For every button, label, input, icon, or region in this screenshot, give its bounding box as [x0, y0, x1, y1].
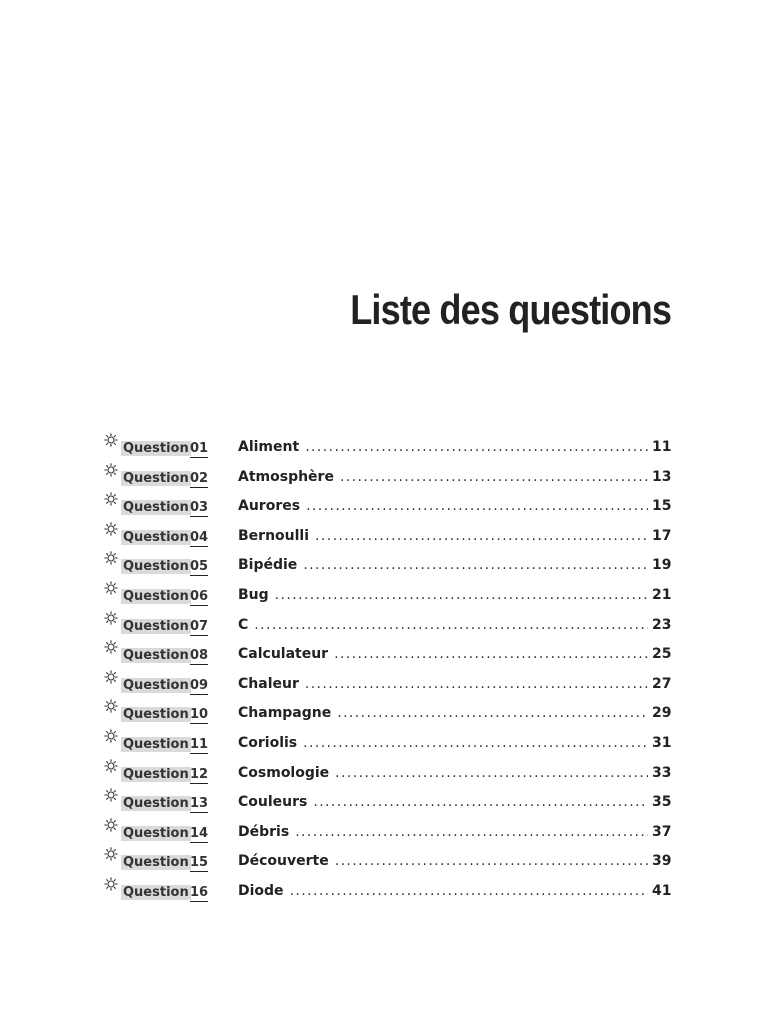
- dot-leader: [275, 586, 648, 604]
- topic-name: Bug: [238, 586, 269, 603]
- question-label: Question: [123, 677, 189, 693]
- dot-leader: [254, 616, 648, 634]
- question-number: 14: [190, 825, 209, 841]
- topic-line: [238, 616, 670, 634]
- dot-leader: [305, 438, 648, 456]
- topic-line: [238, 823, 670, 841]
- page-number: 25: [652, 646, 672, 663]
- topic-line: [238, 438, 670, 456]
- dot-leader: [305, 675, 648, 693]
- toc-entry-13[interactable]: [104, 788, 670, 818]
- topic-name: Débris: [238, 823, 290, 840]
- dot-leader: [340, 468, 648, 486]
- sun-icon: [104, 492, 118, 506]
- question-label: Question: [123, 825, 189, 841]
- page-number: 17: [652, 527, 672, 544]
- sun-icon: [104, 699, 118, 713]
- page-number: 41: [652, 882, 672, 899]
- topic-line: [238, 882, 670, 900]
- question-number: 06: [190, 588, 209, 604]
- sun-icon: [104, 788, 118, 802]
- sun-icon: [104, 670, 118, 684]
- topic-name: C: [238, 616, 249, 633]
- topic-line: [238, 764, 670, 782]
- page-number: 19: [652, 557, 672, 574]
- question-number: 08: [190, 648, 209, 664]
- question-label: Question: [123, 441, 189, 456]
- topic-name: Atmosphère: [238, 468, 334, 485]
- sun-icon: [104, 611, 118, 625]
- sun-icon: [104, 522, 118, 536]
- toc-entry-09[interactable]: [104, 670, 670, 700]
- toc-entry-12[interactable]: [104, 759, 670, 789]
- question-label: Question: [123, 736, 189, 752]
- topic-name: Calculateur: [238, 646, 329, 663]
- topic-name: Chaleur: [238, 675, 299, 692]
- toc-entry-07[interactable]: [104, 611, 670, 641]
- dot-leader: [334, 645, 648, 663]
- question-label: Question: [123, 648, 189, 664]
- sun-icon: [104, 640, 118, 654]
- sun-icon: [104, 847, 118, 861]
- question-label: Question: [123, 884, 189, 900]
- page-number: 11: [652, 439, 672, 455]
- toc-entry-16[interactable]: [104, 877, 670, 907]
- page-number: 29: [652, 705, 672, 722]
- toc-entry-11[interactable]: [104, 729, 670, 759]
- question-number: 07: [190, 618, 209, 634]
- page-number: 33: [652, 764, 672, 781]
- question-label: Question: [123, 855, 189, 871]
- topic-name: Aurores: [238, 498, 301, 515]
- page-title: Liste des questions: [350, 286, 671, 333]
- topic-line: [238, 704, 670, 722]
- question-number: 02: [190, 470, 209, 486]
- topic-line: [238, 734, 670, 752]
- dot-leader: [313, 793, 648, 811]
- dot-leader: [290, 882, 648, 900]
- page-number: 27: [652, 675, 672, 692]
- sun-icon: [104, 759, 118, 773]
- dot-leader: [306, 497, 648, 515]
- page-number: 35: [652, 794, 672, 811]
- sun-icon: [104, 463, 118, 477]
- topic-line: [238, 645, 670, 663]
- question-number: 04: [190, 529, 209, 545]
- topic-line: [238, 793, 670, 811]
- sun-icon: [104, 551, 118, 565]
- question-number: 05: [190, 559, 209, 575]
- question-number: 12: [190, 766, 209, 782]
- topic-name: Cosmologie: [238, 764, 330, 781]
- topic-line: [238, 556, 670, 574]
- question-number: 13: [190, 796, 209, 812]
- toc-entry-10[interactable]: [104, 699, 670, 729]
- sun-icon: [104, 877, 118, 891]
- toc-entry-01[interactable]: [104, 433, 670, 463]
- topic-name: Découverte: [238, 853, 329, 870]
- toc-entry-14[interactable]: [104, 818, 670, 848]
- question-label: Question: [123, 559, 189, 575]
- page-number: 39: [652, 853, 672, 870]
- topic-line: [238, 675, 670, 693]
- table-of-contents: [104, 433, 670, 907]
- topic-line: [238, 527, 670, 545]
- toc-entry-03[interactable]: [104, 492, 670, 522]
- dot-leader: [335, 852, 648, 870]
- topic-line: [238, 852, 670, 870]
- toc-entry-04[interactable]: [104, 522, 670, 552]
- question-label: Question: [123, 588, 189, 604]
- question-label: Question: [123, 618, 189, 634]
- toc-entry-02[interactable]: [104, 463, 670, 493]
- question-label: Question: [123, 707, 189, 723]
- question-number: 16: [190, 884, 209, 900]
- sun-icon: [104, 433, 118, 447]
- toc-entry-05[interactable]: [104, 551, 670, 581]
- question-label: Question: [123, 500, 189, 516]
- topic-name: Champagne: [238, 705, 332, 722]
- sun-icon: [104, 818, 118, 832]
- topic-line: [238, 468, 670, 486]
- dot-leader: [295, 823, 648, 841]
- page-number: 31: [652, 734, 672, 751]
- question-number: 01: [190, 441, 209, 456]
- topic-line: [238, 497, 670, 515]
- topic-name: Bipédie: [238, 557, 298, 574]
- topic-line: [238, 586, 670, 604]
- topic-name: Bernoulli: [238, 527, 310, 544]
- question-number: 10: [190, 707, 209, 723]
- question-label: Question: [123, 766, 189, 782]
- topic-name: Coriolis: [238, 734, 298, 751]
- question-label: Question: [123, 796, 189, 812]
- sun-icon: [104, 581, 118, 595]
- page-number: 23: [652, 616, 672, 633]
- dot-leader: [315, 527, 648, 545]
- question-number: 11: [190, 736, 209, 752]
- sun-icon: [104, 729, 118, 743]
- question-number: 03: [190, 500, 209, 516]
- page-number: 13: [652, 468, 672, 485]
- dot-leader: [337, 704, 648, 722]
- toc-entry-08[interactable]: [104, 640, 670, 670]
- question-label: Question: [123, 529, 189, 545]
- topic-name: Couleurs: [238, 794, 308, 811]
- toc-entry-15[interactable]: [104, 847, 670, 877]
- question-label: Question: [123, 470, 189, 486]
- dot-leader: [335, 764, 648, 782]
- question-number: 09: [190, 677, 209, 693]
- dot-leader: [303, 556, 648, 574]
- page-number: 21: [652, 586, 672, 603]
- page-number: 37: [652, 823, 672, 840]
- question-number: 15: [190, 855, 209, 871]
- topic-name: Aliment: [238, 439, 300, 455]
- dot-leader: [303, 734, 648, 752]
- topic-name: Diode: [238, 882, 284, 899]
- page-number: 15: [652, 498, 672, 515]
- toc-entry-06[interactable]: [104, 581, 670, 611]
